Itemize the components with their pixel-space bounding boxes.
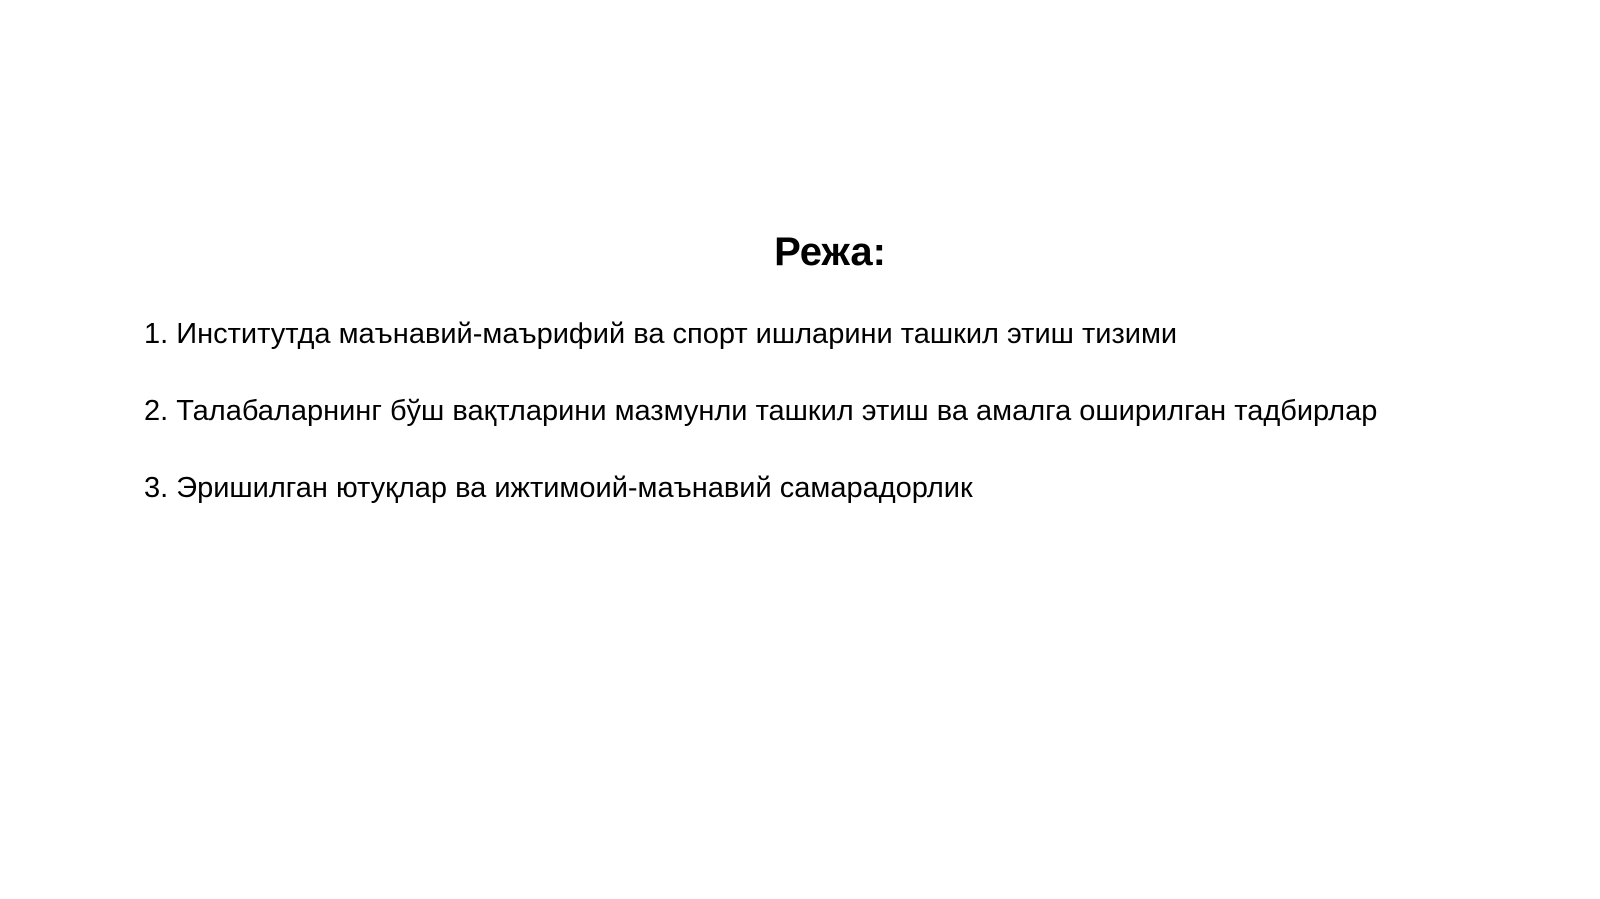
plan-item-3: 3. Эришилган ютуқлар ва ижтимоий-маънавий самарадорлик	[144, 472, 973, 504]
plan-item-1: 1. Институтда маънавий-маърифий ва спорт ишларини ташкил этиш тизими	[144, 318, 1178, 350]
slide-title: Режа:	[774, 230, 886, 274]
plan-list	[144, 316, 1564, 506]
plan-item-2: 2. Талабаларнинг бўш вақтларини мазмунли ташкил этиш ва амалга оширилган тадбирлар	[144, 395, 1378, 427]
